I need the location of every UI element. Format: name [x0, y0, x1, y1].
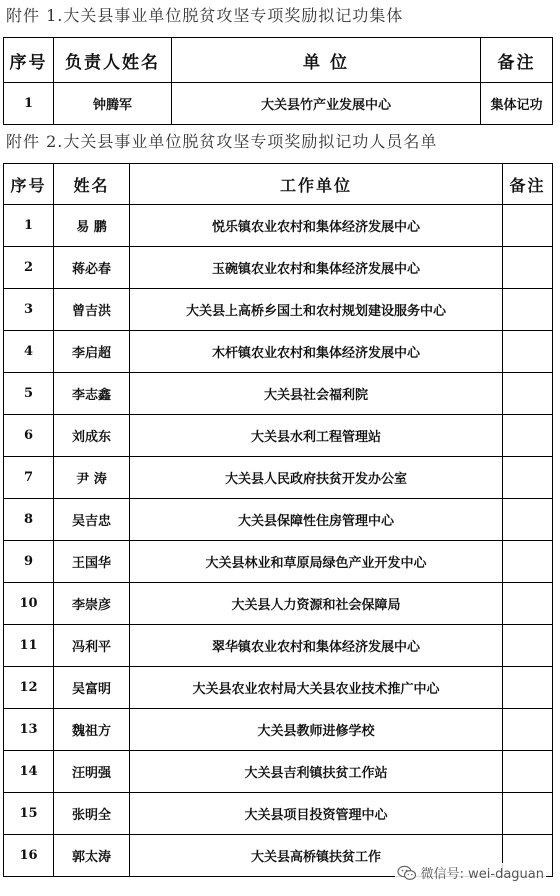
work-unit: 木杆镇农业农村和集体经济发展中心	[130, 331, 503, 373]
work-unit: 玉碗镇农业农村和集体经济发展中心	[130, 247, 503, 289]
work-unit: 大关县保障性住房管理中心	[130, 499, 503, 541]
table-row	[4, 709, 553, 751]
work-unit: 大关县人民政府扶贫开发办公室	[130, 457, 503, 499]
annex2-title: 附件 2.大关县事业单位脱贫攻坚专项奖励拟记功人员名单	[6, 132, 438, 151]
row-number: 5	[4, 373, 54, 415]
table-row	[4, 247, 553, 289]
header-number: 序号	[4, 164, 54, 205]
watermark-text: 微信号: wei-daguan	[420, 867, 544, 882]
row-number: 1	[4, 83, 54, 125]
work-unit: 翠华镇农业农村和集体经济发展中心	[130, 625, 503, 667]
person-name: 李志鑫	[54, 373, 130, 415]
remarks	[503, 793, 553, 835]
table-row	[4, 83, 553, 125]
remarks	[503, 583, 553, 625]
person-name: 蒋必春	[54, 247, 130, 289]
table-row	[4, 457, 553, 499]
row-number: 4	[4, 331, 54, 373]
remarks	[503, 205, 553, 247]
work-unit: 大关县高桥镇扶贫工作	[130, 835, 503, 877]
person-name: 郭太涛	[54, 835, 130, 877]
person-name: 王国华	[54, 541, 130, 583]
table-row	[4, 205, 553, 247]
unit-name: 大关县竹产业发展中心	[172, 83, 481, 125]
remarks	[503, 415, 553, 457]
table-row	[4, 793, 553, 835]
header-name: 姓名	[54, 164, 130, 205]
person-name: 曾吉洪	[54, 289, 130, 331]
person-name: 吴富明	[54, 667, 130, 709]
table-header-row	[4, 164, 553, 205]
remarks: 集体记功	[481, 83, 553, 125]
table-row	[4, 289, 553, 331]
work-unit: 大关县项目投资管理中心	[130, 793, 503, 835]
work-unit: 大关县农业农村局大关县农业技术推广中心	[130, 667, 503, 709]
table-row	[4, 373, 553, 415]
individual-award-table	[3, 163, 553, 877]
table-row	[4, 541, 553, 583]
work-unit: 大关县吉利镇扶贫工作站	[130, 751, 503, 793]
row-number: 11	[4, 625, 54, 667]
row-number: 8	[4, 499, 54, 541]
row-number: 2	[4, 247, 54, 289]
row-number: 13	[4, 709, 54, 751]
table-header-row	[4, 38, 553, 83]
remarks	[503, 373, 553, 415]
work-unit: 大关县上高桥乡国土和农村规划建设服务中心	[130, 289, 503, 331]
row-number: 6	[4, 415, 54, 457]
work-unit: 大关县教师进修学校	[130, 709, 503, 751]
table-row	[4, 751, 553, 793]
person-name: 张明全	[54, 793, 130, 835]
remarks	[503, 331, 553, 373]
work-unit: 大关县社会福利院	[130, 373, 503, 415]
person-name: 尹 涛	[54, 457, 130, 499]
remarks	[503, 499, 553, 541]
remarks	[503, 457, 553, 499]
remarks	[503, 289, 553, 331]
person-name: 魏祖方	[54, 709, 130, 751]
person-name: 冯利平	[54, 625, 130, 667]
table-row	[4, 415, 553, 457]
collective-award-table	[3, 37, 553, 125]
remarks	[503, 709, 553, 751]
remarks	[503, 751, 553, 793]
table-row	[4, 625, 553, 667]
header-work-unit: 工作单位	[130, 164, 503, 205]
person-name: 汪明强	[54, 751, 130, 793]
row-number: 14	[4, 751, 54, 793]
person-name: 刘成东	[54, 415, 130, 457]
leader-name: 钟腾军	[54, 83, 172, 125]
table-row	[4, 331, 553, 373]
remarks	[503, 625, 553, 667]
row-number: 9	[4, 541, 54, 583]
row-number: 16	[4, 835, 54, 877]
person-name: 李启超	[54, 331, 130, 373]
table-row	[4, 583, 553, 625]
person-name: 易 鹏	[54, 205, 130, 247]
header-unit: 单 位	[172, 38, 481, 83]
remarks	[503, 247, 553, 289]
work-unit: 悦乐镇农业农村和集体经济发展中心	[130, 205, 503, 247]
remarks	[503, 667, 553, 709]
header-remarks: 备注	[481, 38, 553, 83]
work-unit: 大关县人力资源和社会保障局	[130, 583, 503, 625]
person-name: 吴吉忠	[54, 499, 130, 541]
header-remarks: 备注	[503, 164, 553, 205]
person-name: 李崇彦	[54, 583, 130, 625]
row-number: 1	[4, 205, 54, 247]
work-unit: 大关县林业和草原局绿色产业开发中心	[130, 541, 503, 583]
annex1-title: 附件 1.大关县事业单位脱贫攻坚专项奖励拟记功集体	[6, 6, 404, 25]
work-unit: 大关县水利工程管理站	[130, 415, 503, 457]
wechat-icon	[397, 865, 417, 881]
row-number: 7	[4, 457, 54, 499]
row-number: 12	[4, 667, 54, 709]
table-row	[4, 667, 553, 709]
table-row	[4, 499, 553, 541]
row-number: 10	[4, 583, 54, 625]
header-number: 序号	[4, 38, 54, 83]
header-leader-name: 负责人姓名	[54, 38, 172, 83]
remarks	[503, 541, 553, 583]
row-number: 3	[4, 289, 54, 331]
wechat-watermark	[395, 863, 546, 882]
row-number: 15	[4, 793, 54, 835]
